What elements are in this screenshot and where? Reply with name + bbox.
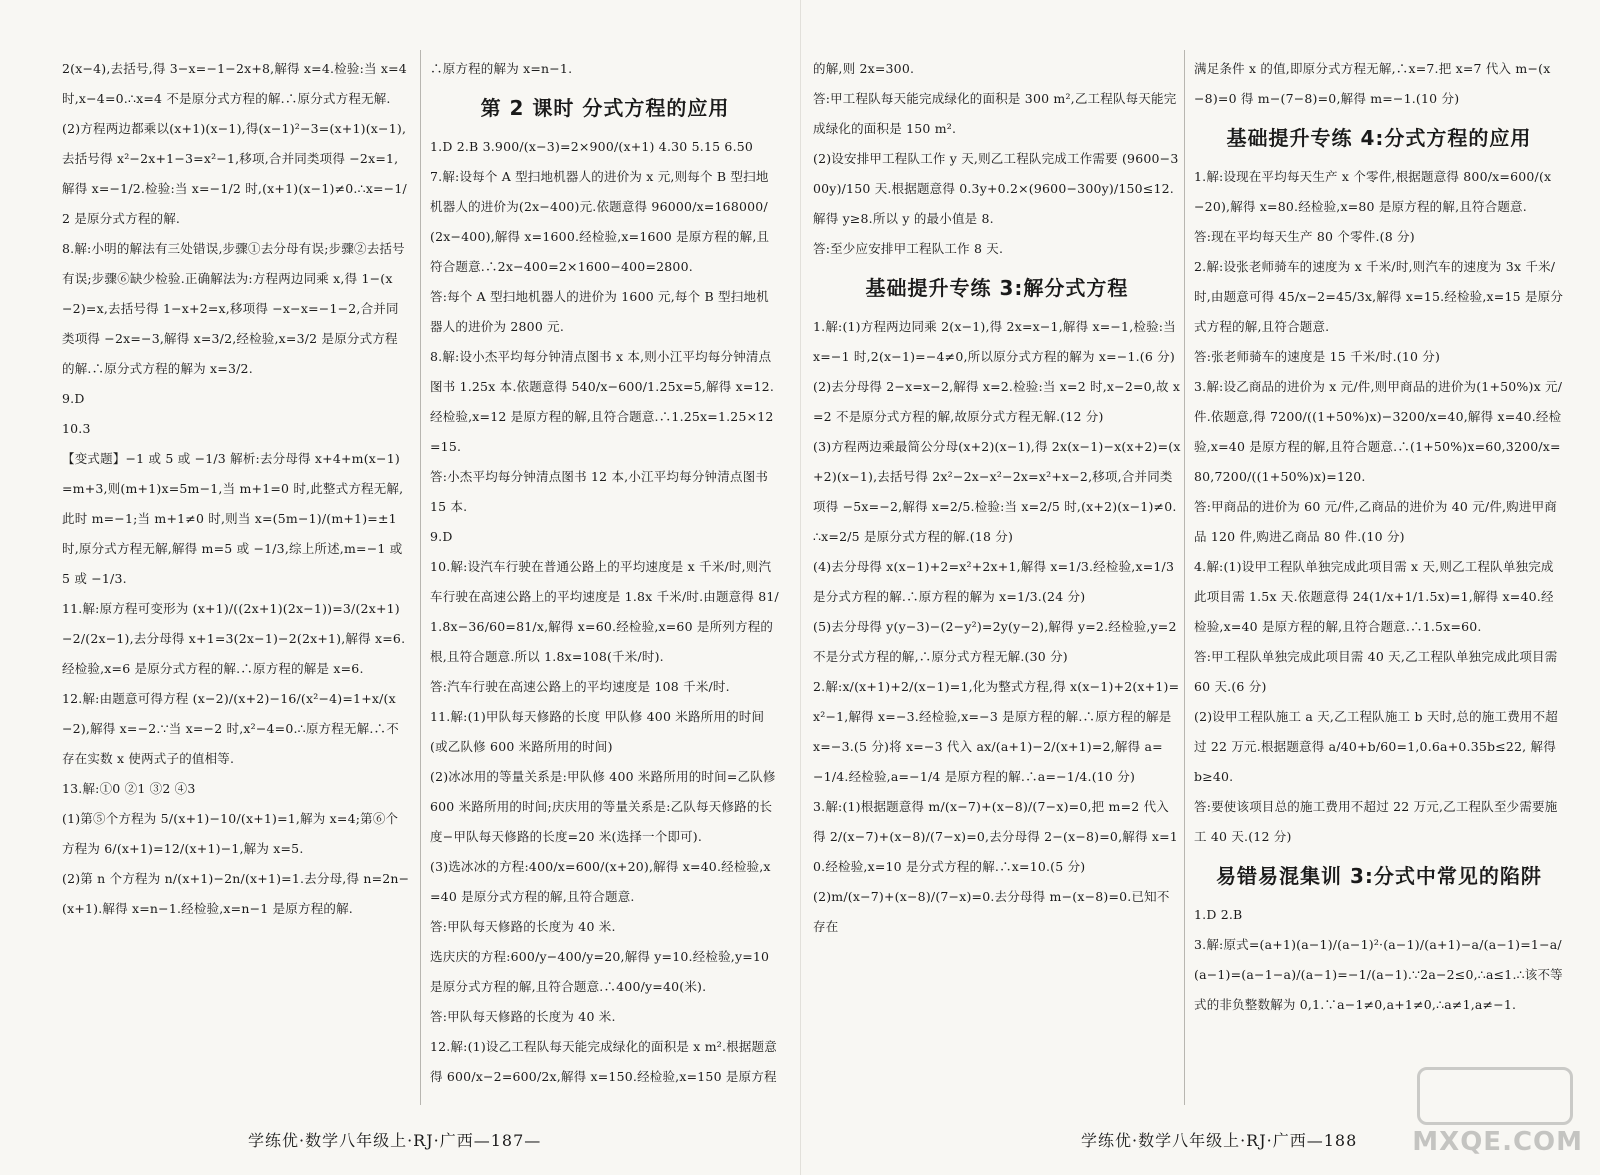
paragraph: 8.解:小明的解法有三处错误,步骤①去分母有误;步骤②去括号有误;步骤⑥缺少检验.正确解法为:方程两边同乘 x,得 1−(x−2)=x,去括号得 1−x+2=x,移项得 −x−x=−1−2,合并同类项得 −2x=−3,解得 x=3/2,经检验,x=3/2 是原分式方程的解.∴原分式方程的解为 x=3/2. <box>62 241 405 376</box>
paragraph: 10.解:设汽车行驶在普通公路上的平均速度是 x 千米/时,则汽车行驶在高速公路上的平均速度是 1.8x 千米/时.由题意得 81/1.8x−36/60=81/x,解得 x=60.经检验,x=60 是所列方程的根,且符合题意.所以 1.8x=108(千米/时). <box>430 559 779 664</box>
paragraph: 满足条件 x 的值,即原分式方程无解,∴x=7.把 x=7 代入 m−(x−8)=0 得 m−(7−8)=0,解得 m=−1.(10 分) <box>1194 61 1551 106</box>
paragraph: 7.解:设每个 A 型扫地机器人的进价为 x 元,则每个 B 型扫地机器人的进价为(2x−400)元.依题意得 96000/x=168000/(2x−400),解得 x=1600.经检验,x=1600 是原方程的解,且符合题意.∴2x−400=2×1600−400=2800. <box>430 169 770 274</box>
watermark-text: MXQE.COM <box>1412 1127 1583 1157</box>
paragraph: (2)去分母得 2−x=x−2,解得 x=2.检验:当 x=2 时,x−2=0,故 x=2 不是原分式方程的解,故原分式方程无解.(12 分) <box>813 379 1181 424</box>
paragraph: (2)设甲工程队施工 a 天,乙工程队施工 b 天时,总的施工费用不超过 22 万元.根据题意得 a/40+b/60=1,0.6a+0.35b≤22, 解得 b≥40. <box>1194 709 1559 784</box>
section-title: 基础提升专练 4:分式方程的应用 <box>1226 126 1532 150</box>
paragraph: (2)设安排甲工程队工作 y 天,则乙工程队完成工作需要 (9600−300y)/150 天.根据题意得 0.3y+0.2×(9600−300y)/150≤12. <box>813 151 1179 196</box>
paragraph: 1.解:(1)方程两边同乘 2(x−1),得 2x=x−1,解得 x=−1,检验:当 x=−1 时,2(x−1)=−4≠0,所以原分式方程的解为 x=−1.(6 分) <box>813 319 1176 364</box>
column-divider <box>420 50 421 1105</box>
paragraph: (5)去分母得 y(y−3)−(2−y²)=2y(y−2),解得 y=2.经检验,y=2 不是分式方程的解,∴原分式方程无解.(30 分) <box>813 619 1177 664</box>
paragraph: 8.解:设小杰平均每分钟清点图书 x 本,则小江平均每分钟清点图书 1.25x 本.依题意得 540/x−600/1.25x=5,解得 x=12.经检验,x=12 是原方程的解,且符合题意.∴1.25x=1.25×12=15. <box>430 349 774 454</box>
paragraph: (3)选冰冰的方程:400/x=600/(x+20),解得 x=40.经检验,x=40 是原分式方程的解,且符合题意. <box>430 859 771 904</box>
paragraph: 答:甲队每天修路的长度为 40 米. <box>430 919 616 934</box>
section-title: 基础提升专练 3:解分式方程 <box>865 276 1129 300</box>
paragraph: 2(x−4),去括号,得 3−x=−1−2x+8,解得 x=4.检验:当 x=4 时,x−4=0.∴x=4 不是原分式方程的解.∴原分式方程无解. <box>62 61 407 106</box>
paragraph: 答:甲工程队每天能完成绿化的面积是 300 m²,乙工程队每天能完成绿化的面积是 150 m². <box>813 91 1177 136</box>
paragraph: (2)方程两边都乘以(x+1)(x−1),得(x−1)²−3=(x+1)(x−1),去括号得 x²−2x+1−3=x²−1,移项,合并同类项得 −2x=1,解得 x=−1/2.检验:当 x=−1/2 时,(x+1)(x−1)≠0.∴x=−1/2 是原分式方程的解. <box>62 121 407 226</box>
right-page <box>800 0 1600 1175</box>
page-footer: 学练优·数学八年级上·RJ·广西—188 <box>1081 1131 1358 1150</box>
paragraph: 9.D <box>430 529 453 544</box>
paragraph: 10.3 <box>62 421 91 436</box>
paragraph: 答:至少应安排甲工程队工作 8 天. <box>813 241 1004 256</box>
paragraph: (4)去分母得 x(x−1)+2=x²+2x+1,解得 x=1/3.经检验,x=1/3 是分式方程的解.∴原方程的解为 x=1/3.(24 分) <box>813 559 1175 604</box>
paragraph: 1.解:设现在平均每天生产 x 个零件,根据题意得 800/x=600/(x−20),解得 x=80.经检验,x=80 是原方程的解,且符合题意. <box>1194 169 1552 214</box>
paragraph: 答:甲工程队单独完成此项目需 40 天,乙工程队单独完成此项目需 60 天.(6 分) <box>1194 649 1558 694</box>
watermark-badge <box>1417 1067 1573 1125</box>
page-footer: 学练优·数学八年级上·RJ·广西—187— <box>248 1131 542 1150</box>
paragraph: 11.解:原方程可变形为 (x+1)/((2x+1)(2x−1))=3/(2x+1)−2/(2x−1),去分母得 x+1=3(2x−1)−2(2x+1),解得 x=6.经检验,x=6 是原分式方程的解.∴原方程的解是 x=6. <box>62 601 406 676</box>
paragraph: 1.D 2.B <box>1194 907 1243 922</box>
paragraph: 3.解:(1)根据题意得 m/(x−7)+(x−8)/(7−x)=0,把 m=2 代入得 2/(x−7)+(x−8)/(7−x)=0,去分母得 2−(x−8)=0,解得 x=10.经检验,x=10 是分式方程的解.∴x=10.(5 分) <box>813 799 1178 874</box>
paragraph: 答:甲商品的进价为 60 元/件,乙商品的进价为 40 元/件,购进甲商品 120 件,购进乙商品 80 件.(10 分) <box>1194 499 1557 544</box>
watermark-logo <box>1383 1067 1583 1157</box>
paragraph: 13.解:①0 ②1 ③2 ④3 <box>62 781 196 796</box>
paragraph: 【变式题】−1 或 5 或 −1/3 解析:去分母得 x+4+m(x−1)=m+3,则(m+1)x=5m−1,当 m+1=0 时,此整式方程无解,此时 m=−1;当 m+1≠0 时,则当 x=(5m−1)/(m+1)=±1 时,原分式方程无解,解得 m=5 或 −1/3,综上所述,m=−1 或 5 或 −1/3. <box>62 451 404 586</box>
paragraph: 答:现在平均每天生产 80 个零件.(8 分) <box>1194 229 1415 244</box>
paragraph: 答:每个 A 型扫地机器人的进价为 1600 元,每个 B 型扫地机器人的进价为 2800 元. <box>430 289 769 334</box>
paragraph: 答:汽车行驶在高速公路上的平均速度是 108 千米/时. <box>430 679 730 694</box>
paragraph: 答:甲队每天修路的长度为 40 米. <box>430 1009 616 1024</box>
paragraph: (3)方程两边乘最简公分母(x+2)(x−1),得 2x(x−1)−x(x+2)=(x+2)(x−1),去括号得 2x²−2x−x²−2x=x²+x−2,移项,合并同类项得 −5x=−2,解得 x=2/5.检验:当 x=2/5 时,(x+2)(x−1)≠0.∴x=2/5 是原分式方程的解.(18 分) <box>813 439 1181 544</box>
paragraph: 4.解:(1)设甲工程队单独完成此项目需 x 天,则乙工程队单独完成此项目需 1.5x 天.依题意得 24(1/x+1/1.5x)=1,解得 x=40.经检验,x=40 是原方程的解,且符合题意.∴1.5x=60. <box>1194 559 1554 634</box>
left-column-1 <box>62 54 410 1105</box>
paragraph: 1.D 2.B 3.900/(x−3)=2×900/(x+1) 4.30 5.15 6.50 <box>430 139 754 154</box>
paragraph: (1)第⑤个方程为 5/(x+1)−10/(x+1)=1,解为 x=4;第⑥个方程为 6/(x+1)=12/(x+1)−1,解为 x=5. <box>62 811 399 856</box>
paragraph: 12.解:(1)设乙工程队每天能完成绿化的面积是 x m².根据题意得 600/x−2=600/2x,解得 x=150.经检验,x=150 是原方程 <box>430 1039 777 1084</box>
paragraph: 2.解:设张老师骑车的速度为 x 千米/时,则汽车的速度为 3x 千米/时,由题意可得 45/x−2=45/3x,解得 x=15.经检验,x=15 是原分式方程的解,且符合题意. <box>1194 259 1564 334</box>
section-title: 第 2 课时 分式方程的应用 <box>480 96 730 120</box>
paragraph: 3.解:设乙商品的进价为 x 元/件,则甲商品的进价为(1+50%)x 元/件.依题意,得 7200/((1+50%)x)−3200/x=40,解得 x=40.经检验,x=40 是原方程的解,且符合题意.∴(1+50%)x=60,3200/x=80,7200/((1+50%)x)=120. <box>1194 379 1563 484</box>
paragraph: 11.解:(1)甲队每天修路的长度 甲队修 400 米路所用的时间(或乙队修 600 米路所用的时间) <box>430 709 765 754</box>
paragraph: ∴原方程的解为 x=n−1. <box>430 61 573 76</box>
paragraph: (2)冰冰用的等量关系是:甲队修 400 米路所用的时间=乙队修 600 米路所用的时间;庆庆用的等量关系是:乙队每天修路的长度−甲队每天修路的长度=20 米(选择一个即可). <box>430 769 776 844</box>
paragraph: 2.解:x/(x+1)+2/(x−1)=1,化为整式方程,得 x(x−1)+2(x+1)=x²−1,解得 x=−3.经检验,x=−3 是原方程的解.∴原方程的解是 x=−3.(5 分)将 x=−3 代入 ax/(a+1)−2/(x+1)=2,解得 a=−1/4.经检验,a=−1/4 是原方程的解.∴a=−1/4.(10 分) <box>813 679 1180 784</box>
left-column-2 <box>430 54 780 1105</box>
paragraph: 选庆庆的方程:600/y−400/y=20,解得 y=10.经检验,y=10 是原分式方程的解,且符合题意.∴400/y=40(米). <box>430 949 770 994</box>
right-column-2 <box>1194 54 1564 1105</box>
right-column-1 <box>813 54 1181 1105</box>
paragraph: 12.解:由题意可得方程 (x−2)/(x+2)−16/(x²−4)=1+x/(x−2),解得 x=−2.∵当 x=−2 时,x²−4=0.∴原方程无解.∴不存在实数 x 使两式子的值相等. <box>62 691 399 766</box>
paragraph: (2)m/(x−7)+(x−8)/(7−x)=0.去分母得 m−(x−8)=0.已知不存在 <box>813 889 1170 934</box>
paragraph: 3.解:原式=(a+1)(a−1)/(a−1)²·(a−1)/(a+1)−a/(a−1)=1−a/(a−1)=(a−1−a)/(a−1)=−1/(a−1).∵2a−2≤0,∴a≤1.∴该不等式的非负整数解为 0,1.∵a−1≠0,a+1≠0,∴a≠1,a≠−1. <box>1194 937 1563 1012</box>
paragraph: 答:张老师骑车的速度是 15 千米/时.(10 分) <box>1194 349 1441 364</box>
paragraph: (2)第 n 个方程为 n/(x+1)−2n/(x+1)=1.去分母,得 n=2n−(x+1).解得 x=n−1.经检验,x=n−1 是原方程的解. <box>62 871 410 916</box>
column-divider <box>1184 50 1185 1105</box>
paragraph: 解得 y≥8.所以 y 的最小值是 8. <box>813 211 994 226</box>
paragraph: 答:小杰平均每分钟清点图书 12 本,小江平均每分钟清点图书 15 本. <box>430 469 769 514</box>
paragraph: 答:要使该项目总的施工费用不超过 22 万元,乙工程队至少需要施工 40 天.(12 分) <box>1194 799 1558 844</box>
paragraph: 9.D <box>62 391 85 406</box>
section-title: 易错易混集训 3:分式中常见的陷阱 <box>1216 864 1542 888</box>
paragraph: 的解,则 2x=300. <box>813 61 915 76</box>
